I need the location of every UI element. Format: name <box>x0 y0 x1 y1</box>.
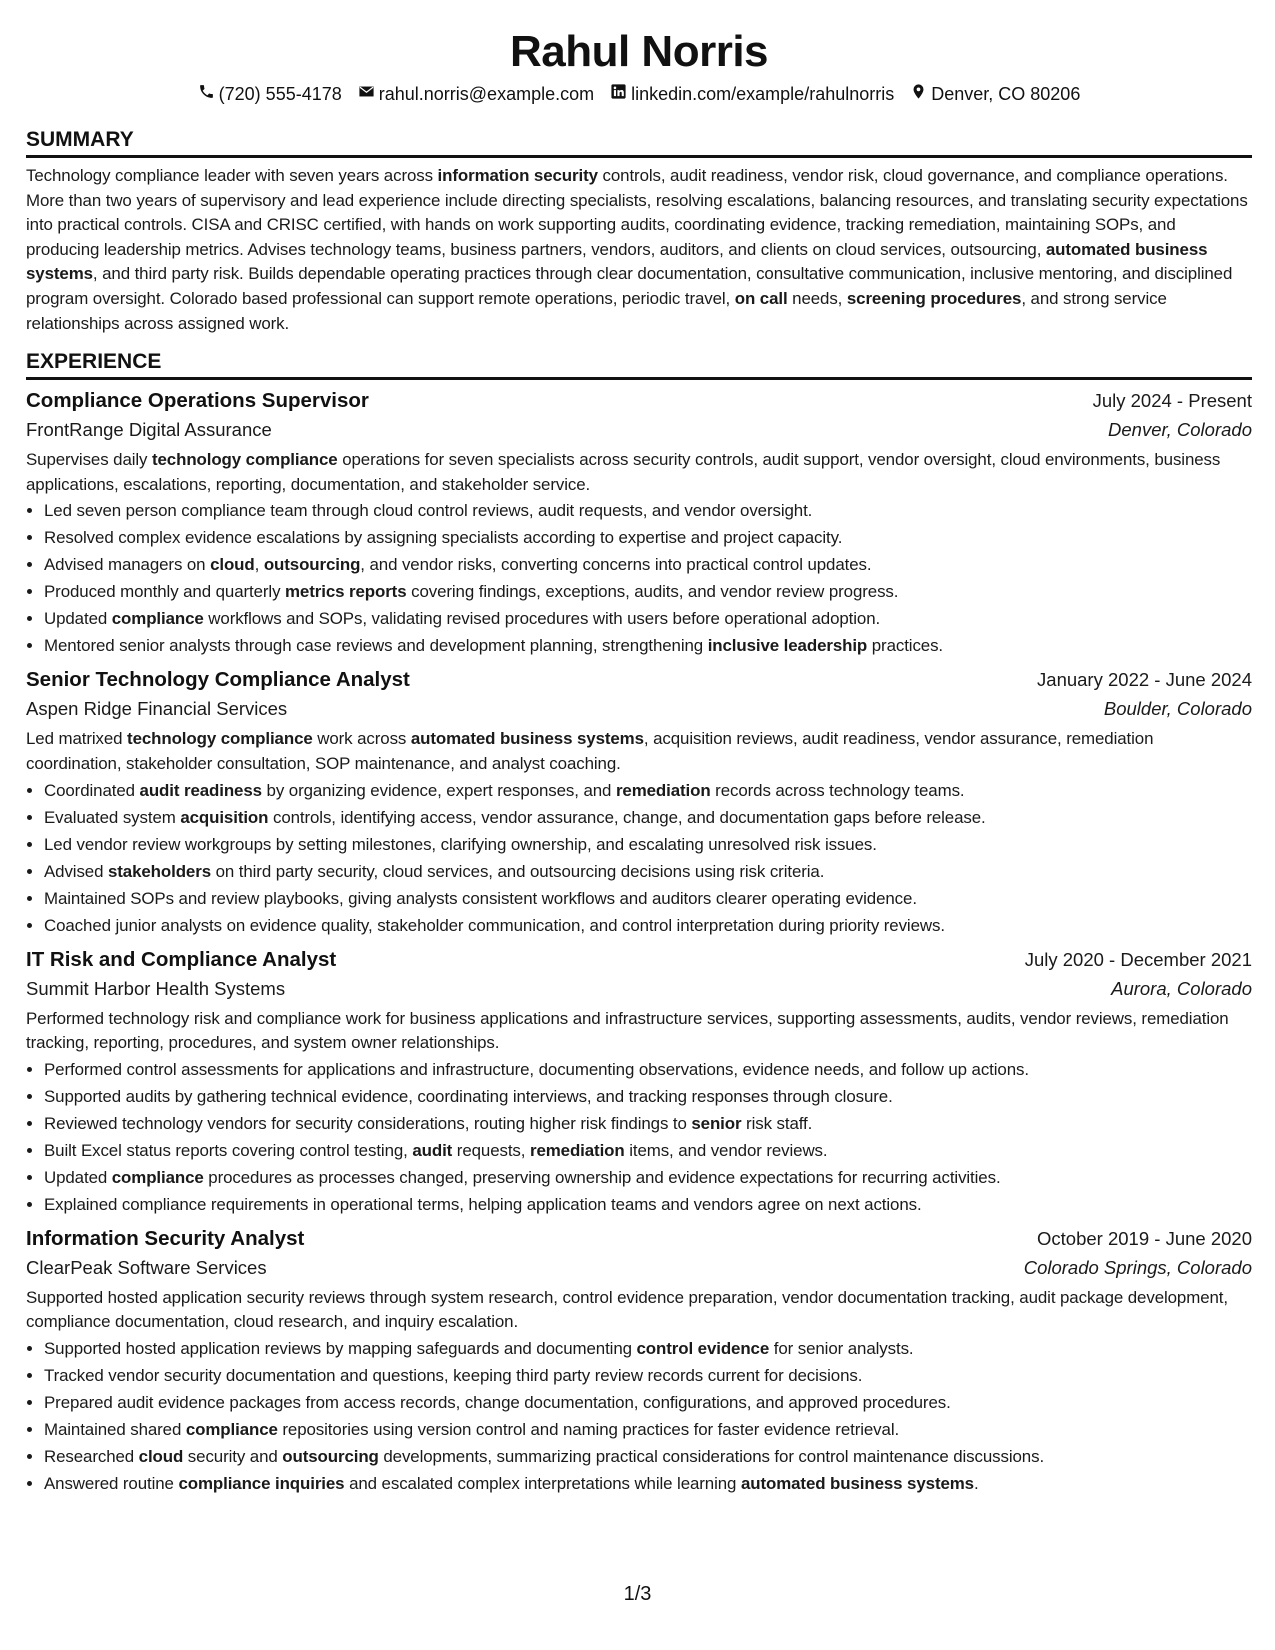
bullet-item <box>44 1083 1252 1110</box>
bullet-text: Supported audits by gathering technical evidence, coordinating interviews, and tracking responses through closure. <box>44 1086 893 1106</box>
job-summary-emphasis: technology compliance <box>127 729 313 749</box>
bullet-item <box>44 578 1252 605</box>
bullet-item <box>44 885 1252 912</box>
bullet-text: . <box>973 1473 979 1493</box>
bullet-text: Advised <box>44 861 108 881</box>
job-title: Senior Technology Compliance Analyst <box>26 668 410 692</box>
email-link[interactable]: rahul.norris@example.com <box>378 84 595 104</box>
phone-icon <box>198 82 215 106</box>
summary-emphasis: on call <box>734 288 788 308</box>
summary-text: controls, audit readiness, vendor risk, cloud governance, and compliance operations. More than two years of supervisory and lead experience include directing specialists, resolving escalations, balancing resources, and translating security expectations into practical controls. CISA and CRISC certified, with hands on work supporting audits, coordinating evidence, tracking remediation, maintaining SOPs, and producing leadership metrics. Advises technology teams, business partners, vendors, auditors, and clients on cloud services, outsourcing, <box>26 166 1248 259</box>
job-summary-text: Performed technology risk and compliance work for business applications and infrastructure services, supporting assessments, audits, vendor reviews, remediation tracking, reporting, procedures, and system owner relationships. <box>26 1008 1229 1053</box>
bullet-text: Advised managers on <box>44 555 211 575</box>
map-pin-icon <box>910 82 927 106</box>
bullet-emphasis: cloud <box>138 1446 184 1466</box>
bullet-emphasis: inclusive leadership <box>707 636 868 656</box>
bullet-text: Built Excel status reports covering control testing, <box>44 1140 413 1160</box>
bullet-text: and escalated complex interpretations while learning <box>344 1473 741 1493</box>
job-summary <box>26 1286 1252 1335</box>
bullet-item <box>44 1164 1252 1191</box>
job-location: Aurora, Colorado <box>1111 977 1252 999</box>
job-entry <box>26 386 1252 659</box>
contact-bar <box>26 82 1252 106</box>
bullet-text: by organizing evidence, expert responses, and <box>261 780 616 800</box>
bullet-text: Coordinated <box>44 780 140 800</box>
bullet-emphasis: senior <box>691 1113 742 1133</box>
bullet-text: Led vendor review workgroups by setting milestones, clarifying ownership, and escalating unresolved risk issues. <box>44 834 877 854</box>
job-entry <box>26 1224 1252 1497</box>
job-bullets <box>26 1056 1252 1218</box>
job-dates: October 2019 - June 2020 <box>1037 1227 1252 1249</box>
job-summary-emphasis: automated business systems <box>410 729 644 749</box>
bullet-text: Supported hosted application reviews by mapping safeguards and documenting <box>44 1338 637 1358</box>
bullet-emphasis: audit <box>412 1140 453 1160</box>
bullet-item <box>44 524 1252 551</box>
bullet-emphasis: control evidence <box>636 1338 770 1358</box>
bullet-item <box>44 1389 1252 1416</box>
bullet-emphasis: remediation <box>529 1140 625 1160</box>
bullet-text: Updated <box>44 1167 112 1187</box>
bullet-item <box>44 497 1252 524</box>
bullet-text: Maintained shared <box>44 1419 186 1439</box>
company-name: Summit Harbor Health Systems <box>26 977 286 999</box>
job-dates: July 2020 - December 2021 <box>1024 948 1252 970</box>
bullet-text: Produced monthly and quarterly <box>44 582 286 602</box>
bullet-item <box>44 912 1252 939</box>
summary-heading: SUMMARY <box>26 127 1252 158</box>
job-location: Colorado Springs, Colorado <box>1023 1256 1252 1278</box>
bullet-text: Reviewed technology vendors for security considerations, routing higher risk findings to <box>44 1113 692 1133</box>
summary-emphasis: automated business systems <box>26 239 1208 284</box>
bullet-item <box>44 632 1252 659</box>
bullet-text: records across technology teams. <box>710 780 965 800</box>
job-dates: July 2024 - Present <box>1092 390 1252 412</box>
bullet-text: , and vendor risks, converting concerns into practical control updates. <box>360 555 872 575</box>
job-bullets <box>26 497 1252 659</box>
bullet-text: Explained compliance requirements in operational terms, helping application teams and vendors agree on next actions. <box>44 1194 922 1214</box>
job-title: Compliance Operations Supervisor <box>26 389 369 413</box>
bullet-emphasis: outsourcing <box>263 555 361 575</box>
candidate-name: Rahul Norris <box>509 27 769 76</box>
bullet-text: Evaluated system <box>44 807 181 827</box>
bullet-text: Mentored senior analysts through case reviews and development planning, strengthening <box>44 636 708 656</box>
bullet-text: items, and vendor reviews. <box>624 1140 828 1160</box>
bullet-item <box>44 1362 1252 1389</box>
bullet-item <box>44 777 1252 804</box>
job-summary-text: Supervises daily <box>26 450 152 470</box>
bullet-text: on third party security, cloud services, and outsourcing decisions using risk criteria. <box>211 861 825 881</box>
bullet-emphasis: compliance <box>111 1167 204 1187</box>
job-title: IT Risk and Compliance Analyst <box>26 947 337 971</box>
bullet-item <box>44 858 1252 885</box>
summary-emphasis: information security <box>437 166 598 185</box>
experience-heading: EXPERIENCE <box>26 349 1252 380</box>
linkedin-icon <box>610 82 627 106</box>
bullet-item <box>44 1416 1252 1443</box>
job-summary-text: , acquisition reviews, audit readiness, vendor assurance, remediation coordination, stakeholder consultation, SOP maintenance, and analyst coaching. <box>26 729 1154 773</box>
job-summary-emphasis: technology compliance <box>151 450 338 470</box>
job-bullets <box>26 1335 1252 1497</box>
bullet-item <box>44 1137 1252 1164</box>
summary-paragraph <box>26 164 1252 336</box>
job-summary-text: operations for seven specialists across security controls, audit support, vendor oversight, cloud environments, business applications, escalations, reporting, documentation, and stakeholder service. <box>26 450 1221 494</box>
bullet-item <box>44 831 1252 858</box>
summary-text: Technology compliance leader with seven years across <box>26 166 438 185</box>
bullet-text: requests, <box>452 1140 530 1160</box>
bullet-item <box>44 1110 1252 1137</box>
job-dates: January 2022 - June 2024 <box>1037 669 1252 691</box>
summary-text: , and strong service relationships across assigned work. <box>26 288 1167 333</box>
bullet-text: Performed control assessments for applications and infrastructure, documenting observations, evidence needs, and follow up actions. <box>44 1059 1029 1079</box>
summary-text: , and third party risk. Builds dependable operating practices through clear documentation, consultative communication, inclusive mentoring, and disciplined program oversight. Colorado based professional can support remote operations, periodic travel, <box>26 264 1233 308</box>
bullet-item <box>44 551 1252 578</box>
contact-phone <box>198 82 342 106</box>
bullet-emphasis: outsourcing <box>282 1446 379 1466</box>
job-title: Information Security Analyst <box>26 1226 305 1250</box>
job-entry <box>26 945 1252 1218</box>
bullet-emphasis: acquisition <box>180 807 269 827</box>
bullet-item <box>44 1335 1252 1362</box>
job-summary <box>26 727 1252 776</box>
company-name: ClearPeak Software Services <box>26 1256 267 1278</box>
bullet-emphasis: cloud <box>210 555 255 575</box>
contact-email[interactable] <box>358 82 594 106</box>
bullet-text: Answered routine <box>44 1473 179 1493</box>
job-summary-text: Led matrixed <box>26 729 128 749</box>
bullet-text: procedures as processes changed, preserving ownership and evidence expectations for recurring activities. <box>203 1167 1001 1187</box>
summary-emphasis: screening procedures <box>846 288 1022 308</box>
job-location: Boulder, Colorado <box>1103 698 1252 720</box>
bullet-emphasis: automated business systems <box>740 1473 974 1493</box>
summary-text: needs, <box>787 288 847 308</box>
bullet-text: risk staff. <box>741 1113 813 1133</box>
bullet-text: security and <box>183 1446 283 1466</box>
phone-text: (720) 555-4178 <box>218 84 342 104</box>
company-name: Aspen Ridge Financial Services <box>26 698 288 720</box>
job-bullets <box>26 777 1252 939</box>
bullet-text: Coached junior analysts on evidence quality, stakeholder communication, and control interpretation during priority reviews. <box>44 915 945 935</box>
bullet-emphasis: remediation <box>615 780 711 800</box>
bullet-text: repositories using version control and naming practices for faster evidence retrieval. <box>277 1419 900 1439</box>
bullet-text: for senior analysts. <box>769 1338 914 1358</box>
job-summary-text: Supported hosted application security reviews through system research, control evidence preparation, vendor documentation tracking, audit package development, compliance documentation, cloud research, and inquiry escalation. <box>26 1287 1228 1332</box>
bullet-text: covering findings, exceptions, audits, and vendor review progress. <box>406 582 899 602</box>
bullet-emphasis: audit readiness <box>139 780 262 800</box>
company-name: FrontRange Digital Assurance <box>26 419 272 441</box>
bullet-emphasis: compliance <box>185 1419 278 1439</box>
location-text: Denver, CO 80206 <box>931 84 1081 104</box>
bullet-emphasis: stakeholders <box>107 861 211 881</box>
bullet-emphasis: compliance inquiries <box>178 1473 345 1493</box>
experience-list <box>26 386 1252 1497</box>
bullet-text: Updated <box>44 609 112 629</box>
bullet-text: , <box>254 555 264 575</box>
job-summary-text: work across <box>312 729 411 749</box>
bullet-text: Resolved complex evidence escalations by assigning specialists according to expertise and project capacity. <box>44 528 843 548</box>
envelope-icon <box>358 82 375 106</box>
job-summary <box>26 448 1252 497</box>
bullet-text: controls, identifying access, vendor assurance, change, and documentation gaps before release. <box>268 807 986 827</box>
contact-location <box>910 82 1080 106</box>
page-indicator: 1/3 <box>623 1583 652 1605</box>
bullet-text: Maintained SOPs and review playbooks, giving analysts consistent workflows and auditors clearer operating evidence. <box>44 888 917 908</box>
resume-page <box>26 0 1252 1497</box>
bullet-item <box>44 1470 1252 1497</box>
bullet-emphasis: compliance <box>111 609 204 629</box>
job-summary <box>26 1007 1252 1056</box>
linkedin-link[interactable]: linkedin.com/example/rahulnorris <box>631 84 895 104</box>
bullet-item <box>44 804 1252 831</box>
bullet-text: Led seven person compliance team through cloud control reviews, audit requests, and vendor oversight. <box>44 501 813 521</box>
bullet-text: Prepared audit evidence packages from access records, change documentation, configurations, and approved procedures. <box>44 1392 951 1412</box>
bullet-emphasis: metrics reports <box>285 582 407 602</box>
bullet-text: Tracked vendor security documentation and questions, keeping third party review records current for decisions. <box>44 1365 863 1385</box>
bullet-item <box>44 1056 1252 1083</box>
bullet-text: developments, summarizing practical considerations for control maintenance discussions. <box>378 1446 1045 1466</box>
bullet-text: practices. <box>867 636 944 656</box>
job-location: Denver, Colorado <box>1108 419 1252 441</box>
contact-linkedin[interactable] <box>610 82 894 106</box>
bullet-item <box>44 1443 1252 1470</box>
bullet-item <box>44 1191 1252 1218</box>
bullet-item <box>44 605 1252 632</box>
bullet-text: Researched <box>44 1446 139 1466</box>
bullet-text: workflows and SOPs, validating revised procedures with users before operational adoption. <box>203 609 881 629</box>
job-entry <box>26 665 1252 938</box>
